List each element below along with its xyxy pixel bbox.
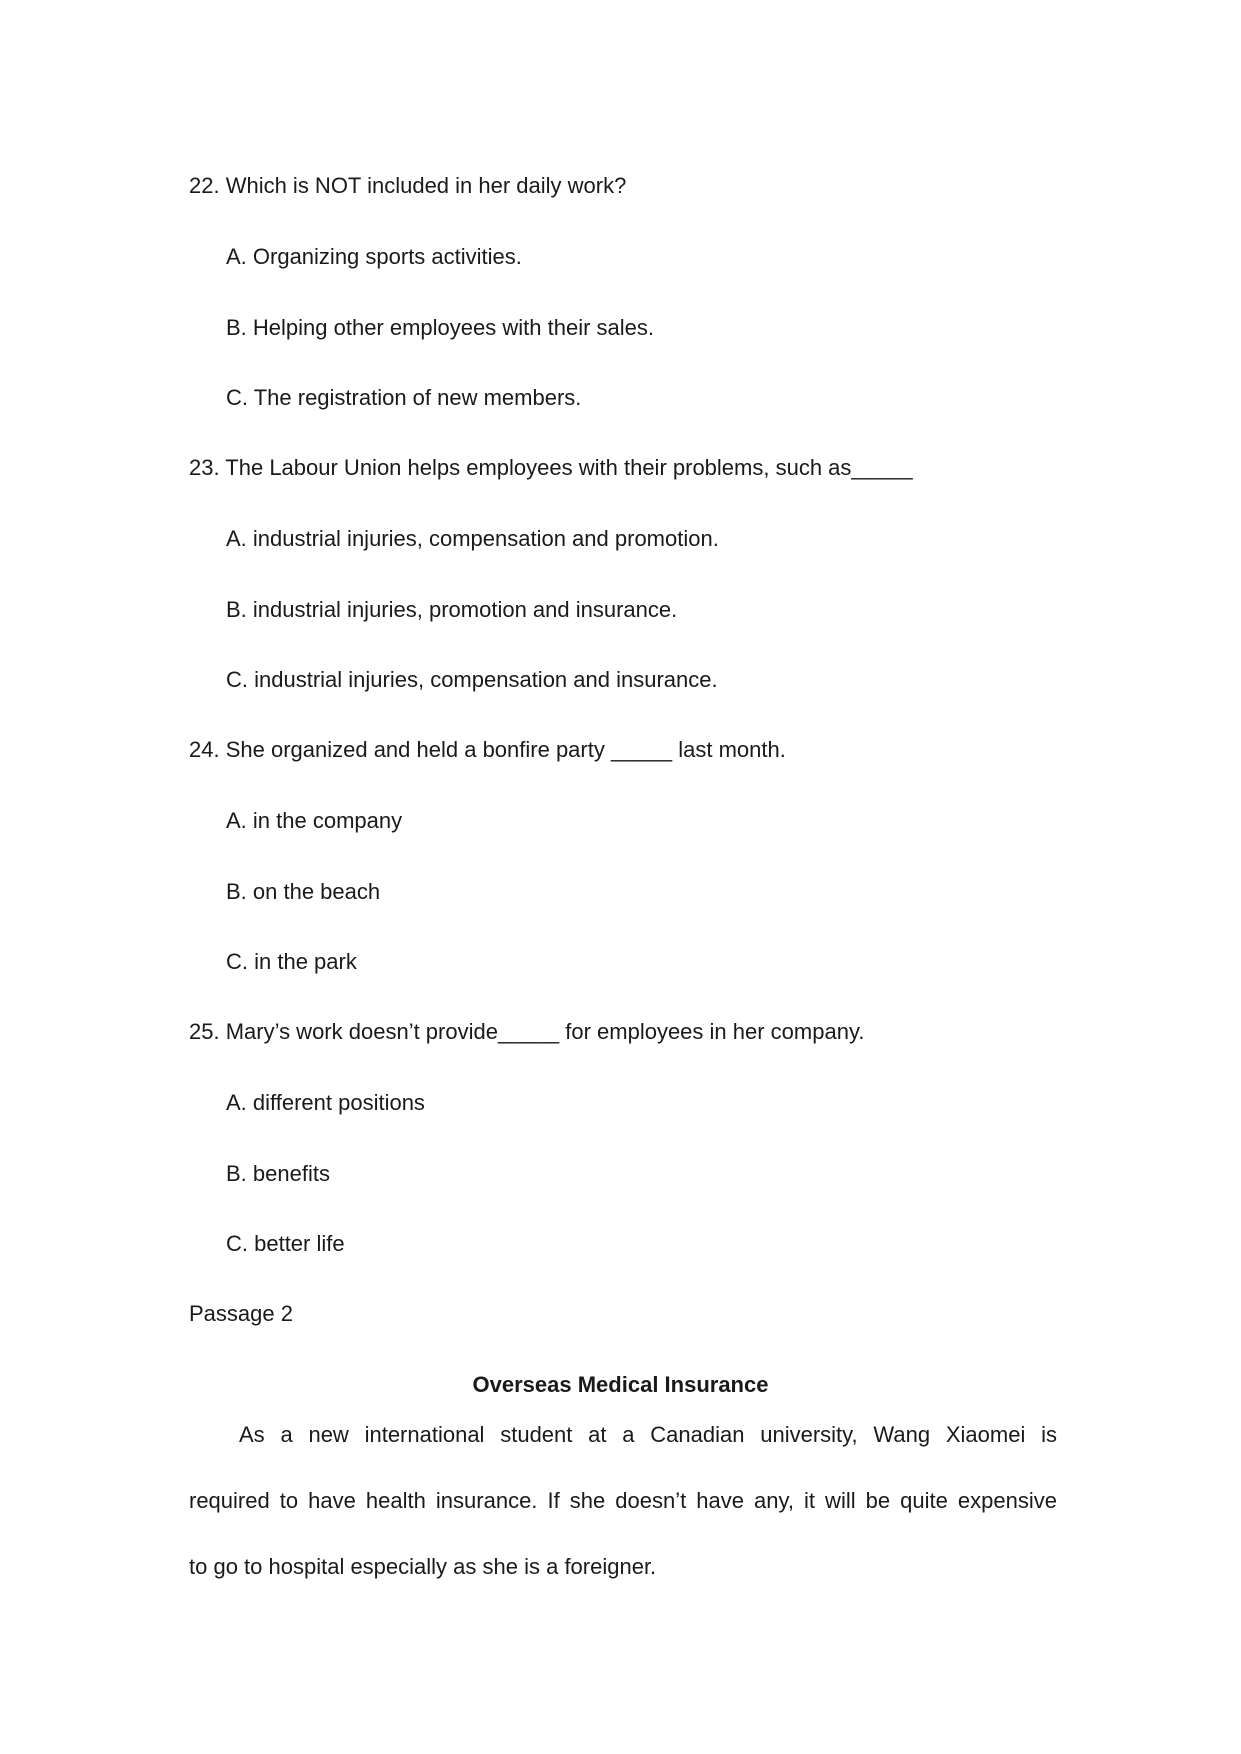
question-23-option-a: A. industrial injuries, compensation and promotion.: [226, 526, 719, 551]
question-24-option-a: A. in the company: [226, 808, 403, 833]
question-25-option-b: B. benefits: [226, 1161, 330, 1186]
question-22-option-c: C. The registration of new members.: [226, 385, 582, 410]
passage-paragraph-line-2: required to have health insurance. If she doesn’t have any, it will be quite expensive: [189, 1488, 1057, 1513]
passage-paragraph-line-3: to go to hospital especially as she is a foreigner.: [189, 1554, 657, 1579]
question-25-option-c: C. better life: [226, 1231, 345, 1256]
passage-label: Passage 2: [189, 1301, 293, 1326]
passage-title: Overseas Medical Insurance: [472, 1372, 769, 1397]
question-22-option-a: A. Organizing sports activities.: [226, 244, 522, 269]
question-23-option-c: C. industrial injuries, compensation and insurance.: [226, 667, 718, 692]
question-22-option-b: B. Helping other employees with their sales.: [226, 315, 654, 340]
passage-paragraph-line-1: As a new international student at a Canadian university, Wang Xiaomei is: [239, 1422, 1057, 1447]
question-24-option-b: B. on the beach: [226, 879, 381, 904]
question-22-stem: 22. Which is NOT included in her daily work?: [189, 173, 627, 198]
question-24-stem: 24. She organized and held a bonfire party _____ last month.: [189, 737, 786, 762]
question-23-stem: 23. The Labour Union helps employees with their problems, such as_____: [189, 455, 913, 480]
question-25-stem: 25. Mary’s work doesn’t provide_____ for employees in her company.: [189, 1019, 865, 1044]
question-24-option-c: C. in the park: [226, 949, 357, 974]
question-25-option-a: A. different positions: [226, 1090, 425, 1115]
question-23-option-b: B. industrial injuries, promotion and insurance.: [226, 597, 678, 622]
